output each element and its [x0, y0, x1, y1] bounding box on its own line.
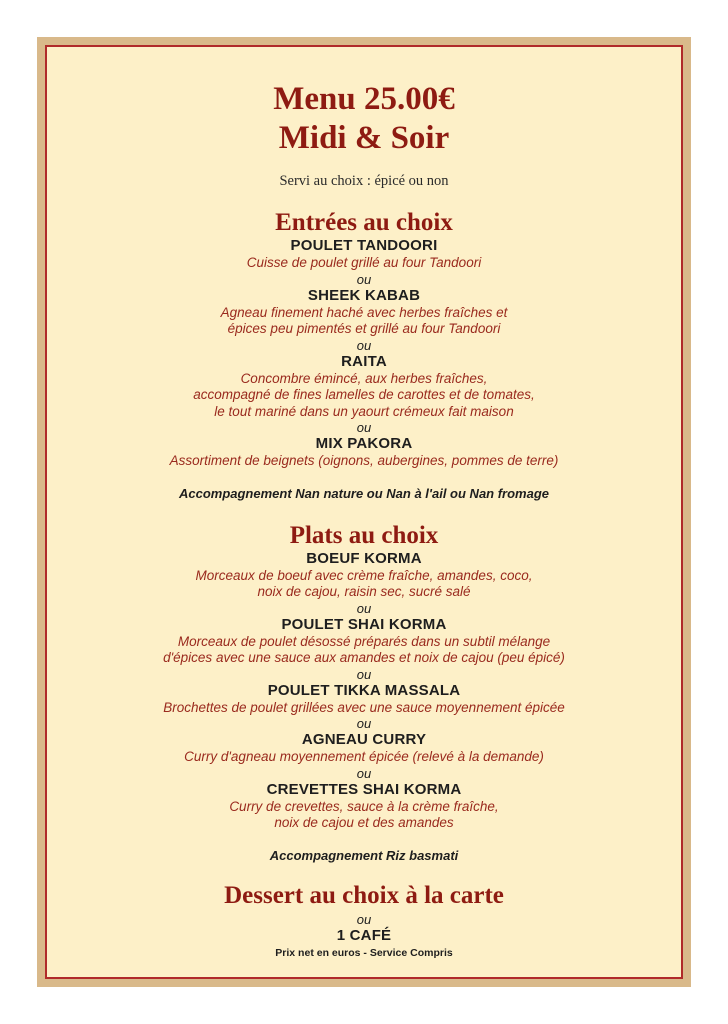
dish-description: d'épices avec une sauce aux amandes et noix de cajou (peu épicé)	[163, 650, 565, 665]
or-separator: ou	[356, 765, 372, 781]
dish-name: RAITA	[341, 352, 387, 370]
dish-description: Brochettes de poulet grillées avec une sauce moyennement épicée	[163, 699, 565, 715]
dish-description: Morceaux de boeuf avec crème fraîche, amandes, coco,	[195, 567, 533, 583]
or-separator: ou	[356, 716, 372, 731]
plat-item	[47, 781, 681, 832]
dish-name: MIX PAKORA	[315, 435, 413, 452]
plats-accompaniment: Accompagnement Riz basmati	[269, 847, 459, 863]
dish-name: POULET TIKKA MASSALA	[267, 681, 461, 699]
menu-frame	[37, 37, 691, 987]
dish-name: SHEEK KABAB	[307, 286, 421, 304]
dish-description: le tout mariné dans un yaourt crémeux fait maison	[214, 403, 514, 419]
menu-content	[47, 47, 681, 977]
dish-description: Morceaux de poulet désossé préparés dans un subtil mélange	[177, 633, 551, 649]
dish-description: Concombre émincé, aux herbes fraîches,	[240, 370, 488, 386]
dish-description: Curry de crevettes, sauce à la crème fraîche,	[229, 798, 499, 814]
dish-description: noix de cajou, raisin sec, sucré salé	[257, 584, 471, 599]
dish-description: accompagné de fines lamelles de carottes et de tomates,	[193, 387, 535, 402]
or-separator: ou	[356, 911, 372, 927]
entree-item	[47, 353, 681, 421]
plat-item	[47, 616, 681, 667]
entree-item	[47, 237, 681, 272]
plat-item	[47, 682, 681, 717]
entree-item	[47, 287, 681, 338]
dessert-alternative: 1 CAFÉ	[336, 926, 392, 944]
or-separator: ou	[356, 420, 372, 435]
dish-description: Curry d'agneau moyennement épicée (relevé à la demande)	[184, 749, 544, 764]
plat-item	[47, 731, 681, 766]
section-heading-plats: Plats au choix	[289, 521, 439, 549]
entree-item	[47, 435, 681, 470]
dish-description: Assortiment de beignets (oignons, aubergines, pommes de terre)	[169, 453, 559, 468]
menu-title-service: Midi & Soir	[278, 120, 450, 156]
dish-name: POULET SHAI KORMA	[281, 615, 447, 633]
section-heading-entrees: Entrées au choix	[275, 209, 453, 236]
menu-panel	[45, 45, 683, 979]
dish-description: Cuisse de poulet grillé au four Tandoori	[246, 255, 482, 270]
menu-title-price: Menu 25.00€	[273, 81, 455, 117]
dish-description: noix de cajou et des amandes	[274, 815, 454, 830]
plat-item	[47, 550, 681, 601]
dish-name: POULET TANDOORI	[290, 237, 438, 254]
or-separator: ou	[356, 271, 372, 287]
dish-description: épices peu pimentés et grillé au four Tandoori	[227, 321, 501, 336]
section-heading-dessert: Dessert au choix à la carte	[224, 881, 504, 909]
menu-subtitle: Servi au choix : épicé ou non	[279, 173, 449, 189]
dish-name: BOEUF KORMA	[306, 549, 422, 567]
entrees-accompaniment: Accompagnement Nan nature ou Nan à l'ail ou Nan fromage	[178, 485, 550, 501]
dish-name: CREVETTES SHAI KORMA	[266, 780, 462, 798]
or-separator: ou	[356, 600, 372, 616]
price-footer: Prix net en euros - Service Compris	[275, 946, 453, 959]
or-separator: ou	[356, 666, 372, 682]
or-separator: ou	[356, 337, 372, 353]
dish-name: AGNEAU CURRY	[301, 731, 427, 748]
dish-description: Agneau finement haché avec herbes fraîches et	[220, 304, 508, 320]
